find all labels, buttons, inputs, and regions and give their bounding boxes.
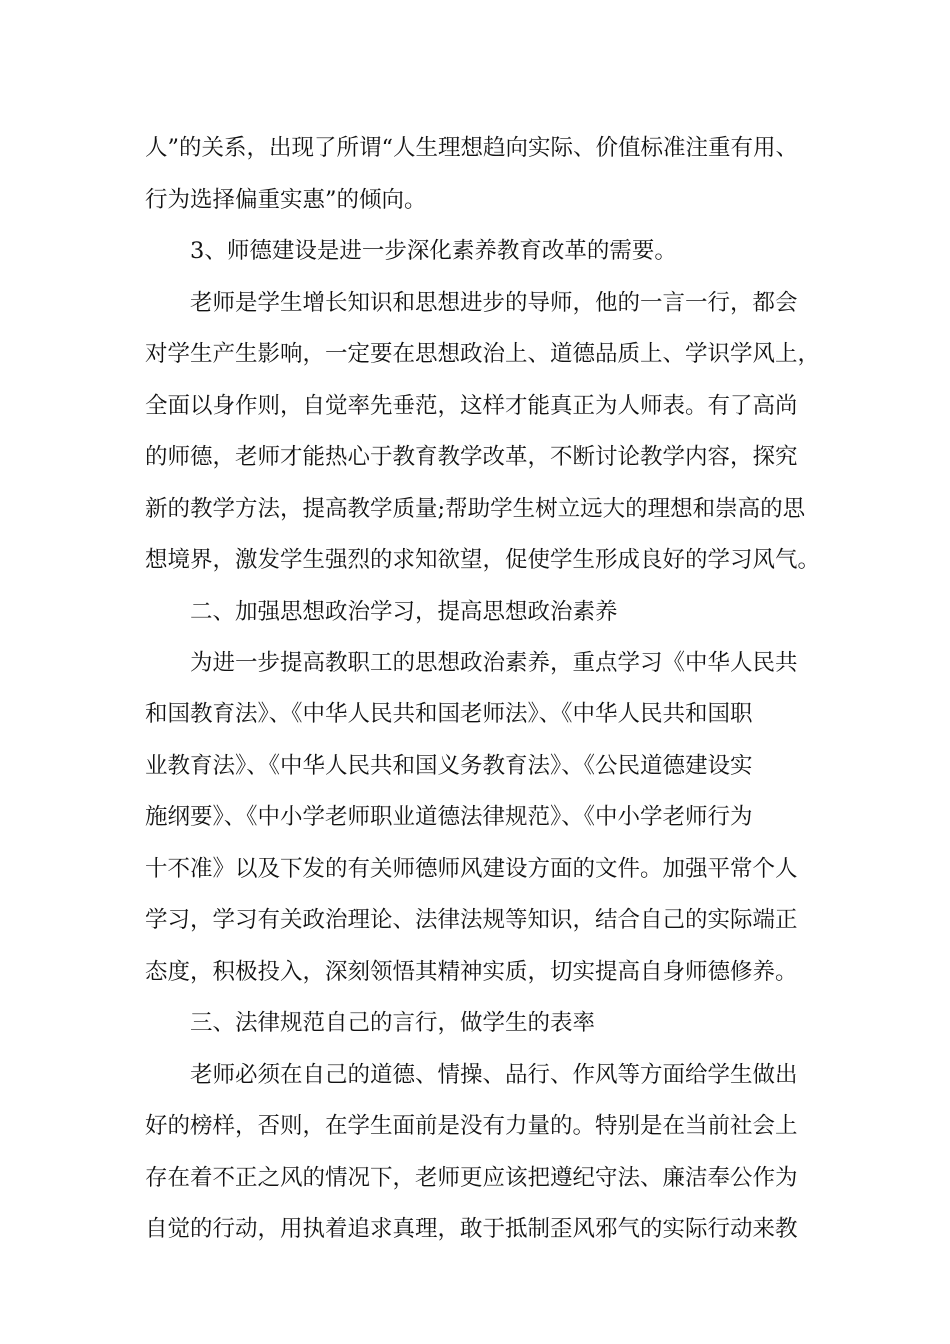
text-line: 自觉的行动，用执着追求真理，敢于抵制歪风邪气的实际行动来教 — [145, 1216, 798, 1242]
section-heading: 三、法律规范自己的言行，做学生的表率 — [190, 1010, 596, 1036]
text-line: 十不准》以及下发的有关师德师风建设方面的文件。加强平常个人 — [145, 856, 798, 882]
text-line: 想境界，激发学生强烈的求知欲望，促使学生形成良好的学习风气。 — [145, 547, 821, 573]
text-line: 老师是学生增长知识和思想进步的导师，他的一言一行，都会 — [190, 290, 798, 316]
text-line: 好的榜样，否则，在学生面前是没有力量的。特别是在当前社会上 — [145, 1113, 798, 1139]
text-line: 态度，积极投入，深刻领悟其精神实质，切实提高自身师德修养。 — [145, 959, 798, 985]
text-line: 对学生产生影响，一定要在思想政治上、道德品质上、学识学风上， — [145, 341, 821, 367]
text-line: 人”的关系，出现了所谓“人生理想趋向实际、价值标准注重有用、 — [145, 135, 799, 161]
text-line: 的师德，老师才能热心于教育教学改革，不断讨论教学内容，探究 — [145, 444, 798, 470]
text-line: 3、师德建设是进一步深化素养教育改革的需要。 — [190, 238, 677, 264]
text-line: 业教育法》、《中华人民共和国义务教育法》、《公民道德建设实 — [145, 753, 753, 779]
text-line: 老师必须在自己的道德、情操、品行、作风等方面给学生做出 — [190, 1062, 798, 1088]
text-line: 行为选择偏重实惠”的倾向。 — [145, 187, 427, 213]
text-line: 新的教学方法，提高教学质量;帮助学生树立远大的理想和崇高的思 — [145, 496, 806, 522]
section-heading: 二、加强思想政治学习，提高思想政治素养 — [190, 599, 618, 625]
text-line: 学习，学习有关政治理论、法律法规等知识，结合自己的实际端正 — [145, 907, 798, 933]
text-line: 为进一步提高教职工的思想政治素养，重点学习《中华人民共 — [190, 650, 798, 676]
text-line: 施纲要》、《中小学老师职业道德法律规范》、《中小学老师行为 — [145, 804, 753, 830]
text-line: 和国教育法》、《中华人民共和国老师法》、《中华人民共和国职 — [145, 701, 753, 727]
text-line: 存在着不正之风的情况下，老师更应该把遵纪守法、廉洁奉公作为 — [145, 1165, 798, 1191]
text-line: 全面以身作则，自觉率先垂范，这样才能真正为人师表。有了高尚 — [145, 393, 798, 419]
